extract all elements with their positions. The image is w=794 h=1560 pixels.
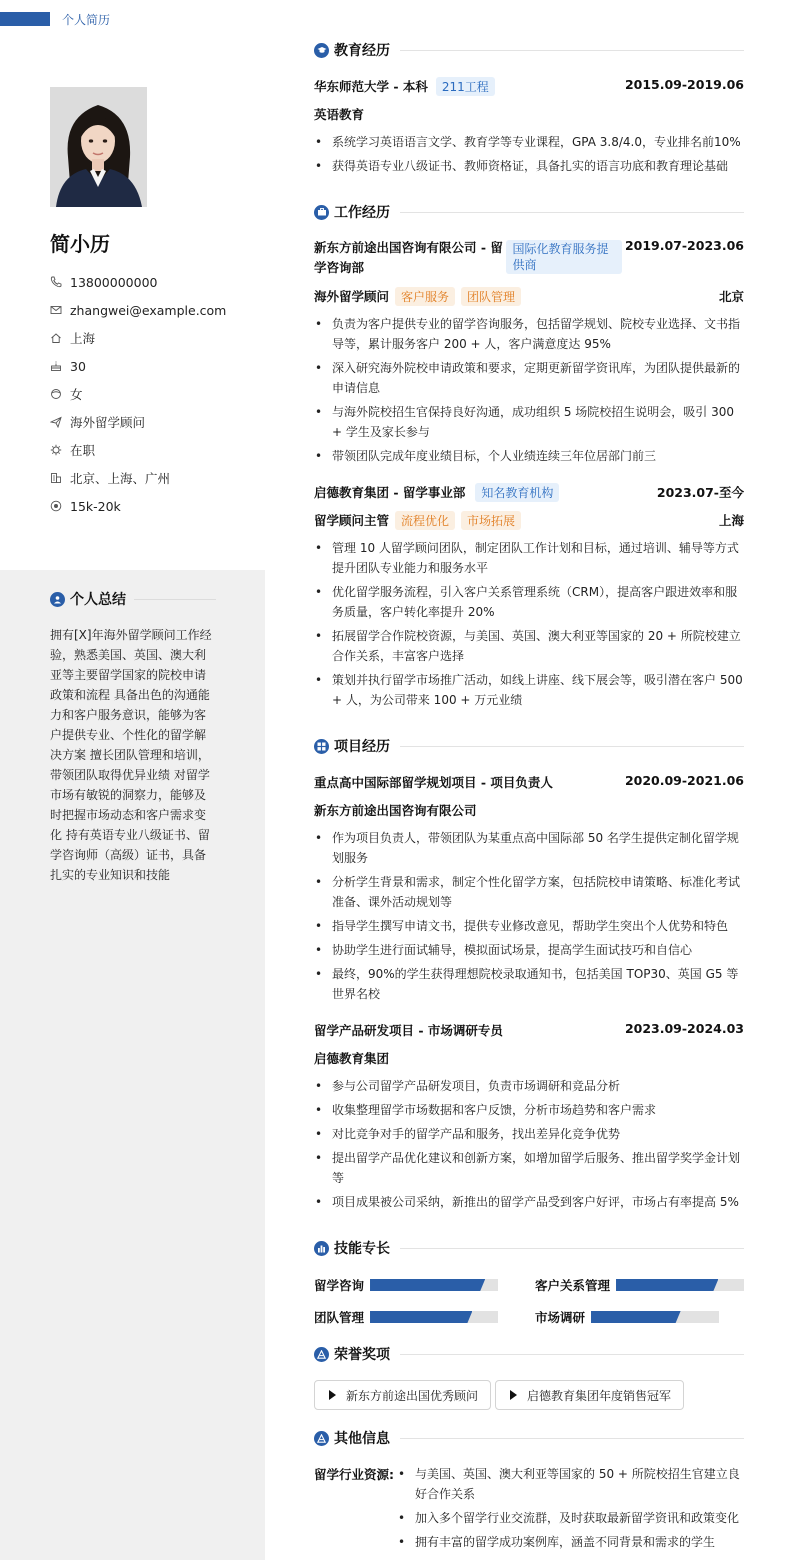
skill-bar-fill: [370, 1311, 472, 1323]
gender-row: [50, 380, 226, 408]
send-icon: [50, 416, 62, 428]
mail-icon: [50, 304, 62, 316]
award-label: 新东方前途出国优秀顾问: [346, 1388, 479, 1403]
skill-label: 客户关系管理: [535, 1278, 611, 1293]
skill-bar-track: [370, 1311, 498, 1323]
person-icon: [50, 388, 62, 400]
job-1-tag: 国际化教育服务提供商: [506, 240, 622, 274]
job-2-bullets: [314, 538, 744, 714]
grid-icon: [314, 739, 329, 754]
job-1-skill-tag: 客户服务: [395, 287, 455, 306]
work-divider: [400, 212, 744, 213]
list-item: • 加入多个留学行业交流群，及时获取最新留学资讯和政策变化: [396, 1508, 746, 1528]
list-item: • 分析学生背景和需求，制定个性化留学方案，包括院校申请策略、标准化考试准备、课外活动规划等: [314, 872, 744, 912]
awards-divider: [400, 1354, 744, 1355]
skill-bar-fill: [616, 1279, 718, 1291]
list-item: • 管理 10 人留学顾问团队，制定团队工作计划和目标，通过培训、辅导等方式提升团队专业能力和服务水平: [314, 538, 744, 578]
salary-value: 15k-20k: [70, 498, 121, 514]
skill-bar-track: [370, 1279, 498, 1291]
job-2-skill-tag: 市场拓展: [461, 511, 521, 530]
skill-item: [535, 1276, 744, 1294]
projects-heading: [314, 736, 744, 756]
project-1-header: [314, 773, 744, 791]
education-date: 2015.09-2019.06: [624, 77, 744, 92]
skill-bar-track: [616, 1279, 744, 1291]
awards-title: 荣誉奖项: [334, 1347, 390, 1363]
project-1-date: 2020.09-2021.06: [624, 773, 744, 788]
list-item: • 带领团队完成年度业绩目标，个人业绩连续三年位居部门前三: [314, 446, 744, 466]
job-1-header: [314, 238, 744, 278]
email-row: [50, 296, 226, 324]
project-1-org: 新东方前途出国咨询有限公司: [314, 803, 477, 818]
briefcase-icon: [314, 205, 329, 220]
job-1-company: 新东方前途出国咨询有限公司 - 留学咨询部: [314, 240, 503, 275]
school-tag: 211工程: [436, 77, 495, 96]
major-name: 英语教育: [314, 107, 365, 122]
education-heading: [314, 40, 744, 60]
skill-label: 市场调研: [535, 1310, 586, 1325]
skill-item: [314, 1276, 498, 1294]
age-value: 30: [70, 358, 86, 374]
list-item: • 获得英语专业八级证书、教师资格证，具备扎实的语言功底和教育理论基础: [314, 156, 744, 176]
list-item: • 作为项目负责人，带领团队为某重点高中国际部 50 名学生提供定制化留学规划服务: [314, 828, 744, 868]
list-item: • 参与公司留学产品研发项目，负责市场调研和竞品分析: [314, 1076, 744, 1096]
play-icon: [510, 1390, 517, 1400]
award-icon: [314, 1347, 329, 1362]
projects-title: 项目经历: [334, 739, 390, 755]
summary-title: 个人总结: [70, 592, 126, 608]
list-item: • 与海外院校招生官保持良好沟通，成功组织 5 场院校招生说明会，吸引 300 + 学生及家长参与: [314, 402, 744, 442]
header-accent-bar: [0, 12, 50, 26]
project-1-org-row: [314, 801, 744, 819]
school-name: 华东师范大学 - 本科: [314, 79, 428, 94]
salary-icon: [50, 500, 62, 512]
work-heading: [314, 202, 744, 222]
list-item: • 最终，90%的学生获得理想院校录取通知书，包括美国 TOP30、英国 G5 等世界名校: [314, 964, 744, 1004]
list-item: • 提出留学产品优化建议和创新方案，如增加留学后服务、推出留学奖学金计划等: [314, 1148, 744, 1188]
list-item: • 拓展留学合作院校资源，与美国、英国、澳大利亚等国家的 20 + 所院校建立合作关系，丰富客户选择: [314, 626, 744, 666]
summary-text: 拥有[X]年海外留学顾问工作经验，熟悉美国、英国、澳大利亚等主要留学国家的院校申请政策和流程 具备出色的沟通能力和客户服务意识，能够为客户提供专业、个性化的留学解决方案 擅长团队管理和培训，带领团队取得优异业绩 对留学市场有敏锐的洞察力，能够及时把握市场动态和客户需求变化 持有英语专业八级证书、留学咨询师（高级）证书，具备扎实的专业知识和技能: [50, 628, 212, 882]
building-icon: [50, 472, 62, 484]
job-1-city: 北京: [718, 289, 744, 304]
list-item: • 项目成果被公司采纳，新推出的留学产品受到客户好评，市场占有率提高 5%: [314, 1192, 744, 1212]
project-2-org-row: [314, 1049, 744, 1067]
award-label: 启德教育集团年度销售冠军: [527, 1388, 672, 1403]
job-2-header: [314, 483, 744, 502]
list-item: • 对比竞争对手的留学产品和服务，找出差异化竞争优势: [314, 1124, 744, 1144]
status-row: [50, 436, 226, 464]
other-bullets: [396, 1464, 746, 1556]
projects-divider: [400, 746, 744, 747]
skills-title: 技能专长: [334, 1241, 390, 1257]
list-item: • 收集整理留学市场数据和客户反馈，分析市场趋势和客户需求: [314, 1100, 744, 1120]
status-icon: [50, 444, 62, 456]
job-2-role: 留学顾问主管: [314, 513, 390, 528]
job-1-skill-tag: 团队管理: [461, 287, 521, 306]
project-2-bullets: [314, 1076, 744, 1216]
age-row: [50, 352, 226, 380]
list-item: • 策划并执行留学市场推广活动，如线上讲座、线下展会等，吸引潜在客户 500 + 人，为公司带来 100 + 万元业绩: [314, 670, 744, 710]
education-bullets: [314, 132, 744, 180]
list-item: • 系统学习英语语言文学、教育学等专业课程，GPA 3.8/4.0，专业排名前10%: [314, 132, 744, 152]
location-row: [50, 324, 226, 352]
email-value: zhangwei@example.com: [70, 302, 227, 318]
play-icon: [329, 1390, 336, 1400]
summary-heading: [50, 590, 216, 608]
location-value: 上海: [70, 331, 96, 346]
skill-bar-fill: [591, 1311, 681, 1323]
skill-label: 留学咨询: [314, 1278, 365, 1293]
home-icon: [50, 332, 62, 344]
other-label: 留学行业资源:: [314, 1467, 394, 1482]
profile-photo: [50, 87, 147, 207]
list-item: • 拥有丰富的留学成功案例库，涵盖不同背景和需求的学生: [396, 1532, 746, 1552]
other-heading: [314, 1428, 744, 1448]
list-item: • 指导学生撰写申请文书，提供专业修改意见，帮助学生突出个人优势和特色: [314, 916, 744, 936]
list-item: • 优化留学服务流程，引入客户关系管理系统（CRM），提高客户跟进效率和服务质量，客户转化率提升 20%: [314, 582, 744, 622]
education-header-row: [314, 77, 744, 96]
awards-heading: [314, 1344, 744, 1364]
job-1-role-row: [314, 287, 744, 306]
portrait-illustration: [50, 87, 147, 207]
other-title: 其他信息: [334, 1431, 390, 1447]
education-title: 教育经历: [334, 43, 390, 59]
project-2-org: 启德教育集团: [314, 1051, 390, 1066]
job-2-company: 启德教育集团 - 留学事业部: [314, 485, 466, 500]
info-icon: [314, 1431, 329, 1446]
job-1-bullets: [314, 314, 744, 470]
city-row: [50, 464, 226, 492]
list-item: • 与美国、英国、澳大利亚等国家的 50 + 所院校招生官建立良好合作关系: [396, 1464, 746, 1504]
other-divider: [400, 1438, 744, 1439]
phone-icon: [50, 276, 62, 288]
job-1-date: 2019.07-2023.06: [624, 238, 744, 253]
list-item: • 深入研究海外院校申请政策和要求，定期更新留学资讯库，为团队提供最新的申请信息: [314, 358, 744, 398]
skill-item: [314, 1308, 498, 1326]
city-value: 北京、上海、广州: [70, 471, 171, 486]
job-2-date: 2023.07-至今: [656, 485, 744, 500]
project-2-header: [314, 1021, 744, 1039]
summary-divider: [134, 599, 216, 600]
award-chip: [495, 1380, 684, 1410]
project-2-name: 留学产品研发项目 - 市场调研专员: [314, 1023, 503, 1038]
education-divider: [400, 50, 744, 51]
bar-chart-icon: [314, 1241, 329, 1256]
position-row: [50, 408, 226, 436]
award-chip: [314, 1380, 491, 1410]
project-2-date: 2023.09-2024.03: [624, 1021, 744, 1036]
job-2-tag: 知名教育机构: [475, 483, 559, 502]
phone-row: [50, 268, 226, 296]
job-2-city: 上海: [718, 513, 744, 528]
user-circle-icon: [50, 592, 65, 607]
work-title: 工作经历: [334, 205, 390, 221]
position-value: 海外留学顾问: [70, 415, 146, 430]
graduation-cap-icon: [314, 43, 329, 58]
skill-item: [535, 1308, 719, 1326]
cake-icon: [50, 360, 62, 372]
salary-row: [50, 492, 226, 520]
job-2-skill-tag: 流程优化: [395, 511, 455, 530]
job-2-role-row: [314, 511, 744, 530]
project-1-bullets: [314, 828, 744, 1008]
candidate-name: 简小历: [50, 232, 110, 256]
major-row: [314, 105, 744, 123]
document-title: 个人简历: [62, 13, 111, 27]
skills-divider: [400, 1248, 744, 1249]
list-item: • 负责为客户提供专业的留学咨询服务，包括留学规划、院校专业选择、文书指导等，累计服务客户 200 + 人，客户满意度达 95%: [314, 314, 744, 354]
skill-bar-track: [591, 1311, 719, 1323]
phone-value: 13800000000: [70, 274, 158, 290]
project-1-name: 重点高中国际部留学规划项目 - 项目负责人: [314, 775, 553, 790]
contact-info-list: [50, 268, 226, 520]
skill-bar-fill: [370, 1279, 485, 1291]
job-1-role: 海外留学顾问: [314, 289, 390, 304]
status-value: 在职: [70, 443, 96, 458]
gender-value: 女: [70, 387, 83, 402]
skill-label: 团队管理: [314, 1310, 365, 1325]
list-item: • 协助学生进行面试辅导，模拟面试场景，提高学生面试技巧和自信心: [314, 940, 744, 960]
skills-heading: [314, 1238, 744, 1258]
